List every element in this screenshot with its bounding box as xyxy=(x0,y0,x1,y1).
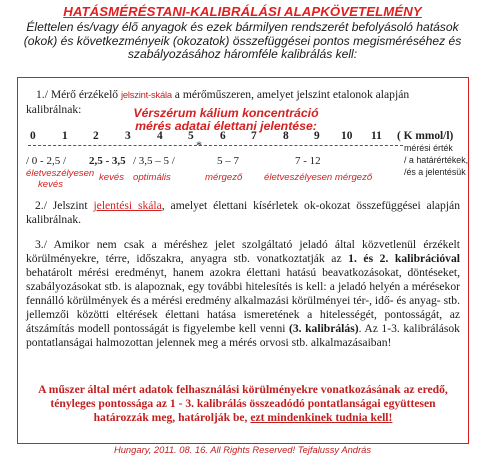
section-1-line2: kalibrálnak: xyxy=(26,103,82,116)
right-note-2: / a határértékek, xyxy=(404,155,469,165)
section-3-text-c: behatárolt mérési eredményt, hanem azokra élettani hatású beavatkozásokat, döntéseket, szabályozásokat stb. is alapoznak, egy további hitelesítés is kell: a jeladó helyén a mérésekor fennálló körülmények és a mérési eredmény alkalmazási körülményei tér-, idő- és anyag- stb. jellemzői közötti eltérések élettani hatása ismeretének a hitelességét, pontosságát, az átszámítás modell pontosságát is figyelembe kell venni xyxy=(26,266,460,336)
overlay-line-2: mérés adatai élettani jelentése: xyxy=(135,118,317,133)
measured-value-marker: * xyxy=(196,138,202,152)
section-3-text-a: 3./ Amikor nem csak a méréshez jelet szolgáltató jeladó által közvetlenül érzékelt körülményekre, térre, időszakra, anyagra stb. vonatkoztatják az xyxy=(26,238,460,266)
section-2-prefix: 2./ Jelszint xyxy=(35,199,88,212)
section-2-term: jelentési skála xyxy=(93,199,162,212)
scale-number: 5 xyxy=(188,130,194,142)
scale-unit: ( K mmol/l) xyxy=(397,130,454,142)
scale-number: 1 xyxy=(62,130,68,142)
conclusion-text xyxy=(26,383,460,425)
overlay-heading xyxy=(126,107,326,133)
range-2: / 3,5 – 5 / xyxy=(133,155,175,167)
section-1-prefix: 1./ Mérő érzékelő xyxy=(36,88,119,101)
range-0: / 0 - 2,5 / xyxy=(26,155,67,167)
page-subtitle: Élettelen és/vagy élő anyagok és ezek bármilyen rendszerét befolyásoló hatások (okok) és következményeik (okozatok) összefüggései pontos megisméréséhez és szabályozásához háromféle kalibrálás kell: xyxy=(23,20,462,62)
scale-number: 6 xyxy=(220,130,226,142)
scale-number: 7 xyxy=(251,130,257,142)
section-2-rest: , amelyet élettani kísérletek ok-okozat összefüggései alapján kalibrálnak. xyxy=(26,199,461,227)
range-1: 2,5 - 3,5 xyxy=(89,155,126,167)
scale-dashed-line xyxy=(28,145,403,146)
right-note-1: mérési érték xyxy=(404,143,453,153)
section-3-bold-d: (3. kalibrálás) xyxy=(289,322,359,336)
footer-copyright: Hungary, 2011. 08. 16. All Rights Reserved! Tejfalussy András xyxy=(113,444,372,455)
range-3: 5 – 7 xyxy=(217,155,239,167)
range-4: 7 - 12 xyxy=(295,155,321,167)
range-label-0b: kevés xyxy=(38,179,64,190)
scale-number: 8 xyxy=(283,130,289,142)
section-1-line1 xyxy=(36,88,409,101)
conclusion-b: ezt mindenkinek tudnia kell! xyxy=(250,411,393,424)
overlay-line-1: Vérszérum kálium koncentráció xyxy=(133,106,319,120)
range-label-1: kevés xyxy=(99,172,125,183)
range-label-3: mérgező xyxy=(205,172,243,183)
section-3-bold-b: 1. és 2. kalibrációval xyxy=(348,252,460,266)
scale-number: 3 xyxy=(125,130,131,142)
scale-number: 2 xyxy=(93,130,99,142)
range-label-4: életveszélyesen mérgező xyxy=(264,172,373,183)
right-note-3: /és a jelentésük xyxy=(404,167,466,177)
conclusion-a: A műszer által mért adatok felhasználási körülményekre vonatkozásának az eredő, tényleges pontossága az 1 - 3. kalibrálás összeadódó pontatlanságai együttesen határozzák meg, határolják be, xyxy=(38,383,448,424)
page-title: HATÁSMÉRÉSTANI-KALIBRÁLÁSI ALAPKÖVETELMÉNY xyxy=(63,4,422,19)
range-label-0a: életveszélyesen xyxy=(26,168,95,179)
scale-number: 4 xyxy=(157,130,163,142)
section-3-text-e: . Az 1-3. kalibrálások pontatlanságai halmozottan jelennek meg a mérés orvosi stb. alkalmazásaiban! xyxy=(26,322,460,350)
scale-number: 11 xyxy=(371,130,382,142)
section-3-paragraph xyxy=(26,238,460,350)
section-1-rest: a mérőműszeren, amelyet jelszint etalonok alapján xyxy=(174,88,410,101)
scale-number: 9 xyxy=(314,130,320,142)
range-label-2: optimális xyxy=(133,172,171,183)
scale-term: jelszint-skála xyxy=(121,89,172,100)
scale-number: 0 xyxy=(30,130,36,142)
section-2-paragraph xyxy=(26,199,460,227)
scale-number: 10 xyxy=(341,130,353,142)
